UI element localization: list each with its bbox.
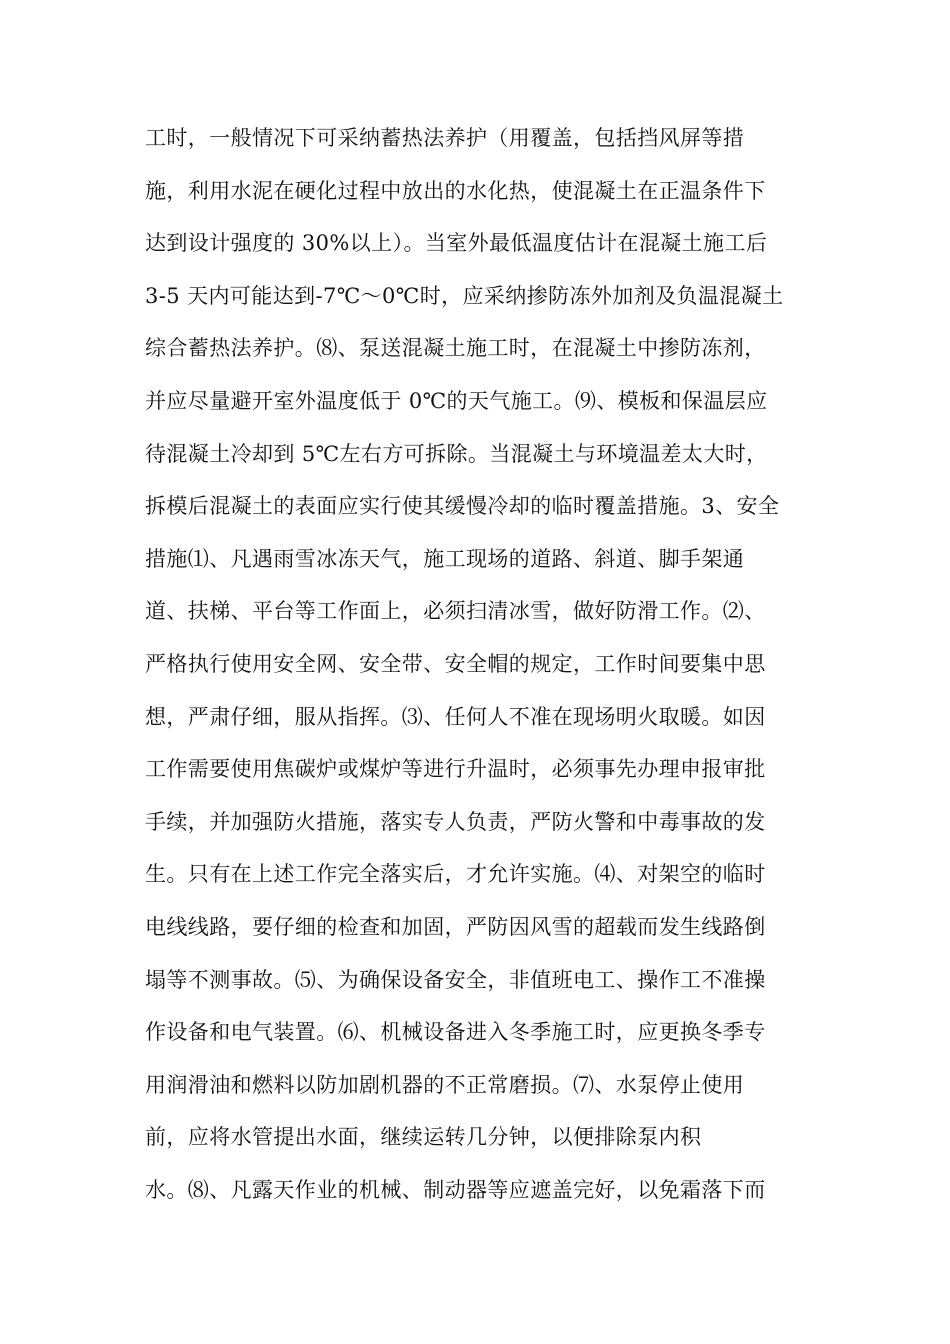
text-line: 3-5 天内可能达到-7℃～0℃时，应采纳掺防冻外加剂及负温混凝土: [145, 283, 784, 308]
text-line: 施，利用水泥在硬化过程中放出的水化热，使混凝土在正温条件下: [145, 178, 766, 203]
text-line: 前，应将水管提出水面，继续运转几分钟，以便排除泵内积: [145, 1125, 702, 1150]
text-line: 待混凝土冷却到 5℃左右方可拆除。当混凝土与环境温差太大时，: [145, 441, 768, 466]
text-line: 电线线路，要仔细的检查和加固，严防因风雪的超载而发生线路倒: [145, 914, 766, 939]
text-line: 想，严肃仔细，服从指挥。⑶、任何人不准在现场明火取暖。如因: [145, 704, 766, 729]
text-line: 达到设计强度的 30%以上）。当室外最低温度估计在混凝土施工后: [145, 231, 768, 256]
body-text: [145, 118, 815, 1222]
text-line: 拆模后混凝土的表面应实行使其缓慢冷却的临时覆盖措施。3、安全: [145, 494, 780, 519]
text-line: 工时，一般情况下可采纳蓄热法养护（用覆盖，包括挡风屏等措: [145, 126, 745, 150]
text-line: 生。只有在上述工作完全落实后，才允许实施。⑷、对架空的临时: [145, 862, 766, 887]
text-line: 塌等不测事故。⑸、为确保设备安全，非值班电工、操作工不准操: [145, 967, 766, 992]
text-line: 综合蓄热法养护。⑻、泵送混凝土施工时，在混凝土中掺防冻剂，: [145, 336, 766, 361]
text-line: 严格执行使用安全网、安全带、安全帽的规定，工作时间要集中思: [145, 651, 766, 676]
text-line: 用润滑油和燃料以防加剧机器的不正常磨损。⑺、水泵停止使用: [145, 1072, 745, 1097]
text-line: 并应尽量避开室外温度低于 0℃的天气施工。⑼、模板和保温层应: [145, 388, 768, 413]
text-line: 作设备和电气装置。⑹、机械设备进入冬季施工时，应更换冬季专: [145, 1020, 766, 1045]
text-line: 手续，并加强防火措施，落实专人负责，严防火警和中毒事故的发: [145, 809, 766, 834]
text-line: 工作需要使用焦碳炉或煤炉等进行升温时，必须事先办理申报审批: [145, 757, 766, 782]
text-line: 措施⑴、凡遇雨雪冰冻天气，施工现场的道路、斜道、脚手架通: [145, 546, 745, 571]
text-line: 道、扶梯、平台等工作面上，必须扫清冰雪，做好防滑工作。⑵、: [145, 599, 766, 624]
text-line: 水。⑻、凡露天作业的机械、制动器等应遮盖完好，以免霜落下而: [145, 1177, 766, 1202]
